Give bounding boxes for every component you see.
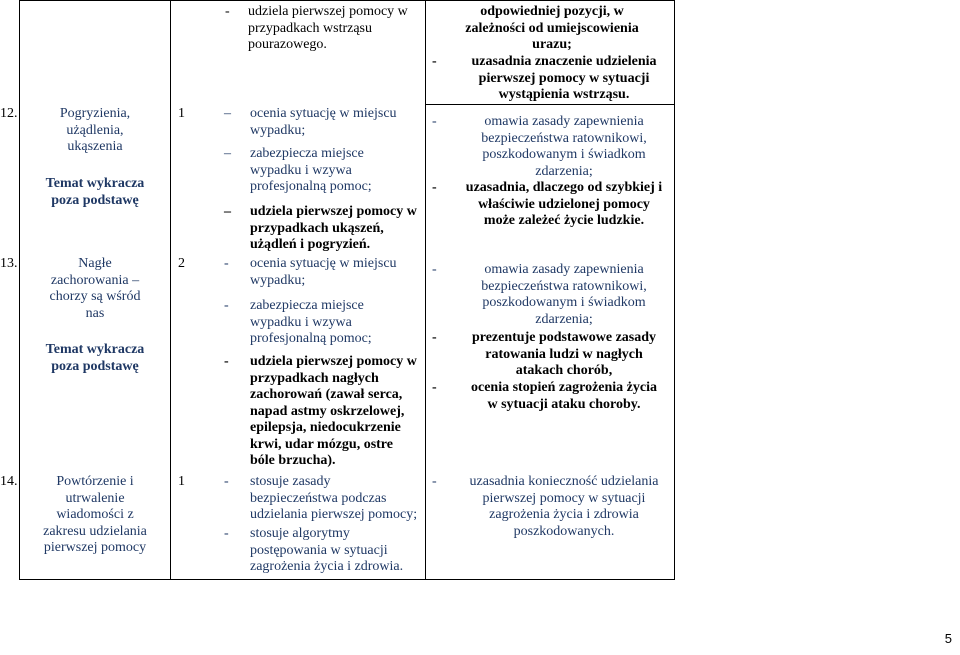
grid-line [19, 0, 20, 580]
page-number: 5 [944, 630, 952, 646]
center-bullet: - zabezpiecza miejsce wypadku i wzywa profesjonalną pomoc; [224, 298, 372, 346]
grid-line [425, 104, 675, 105]
center-bullet: - ocenia sytuację w miejscu wypadku; [224, 256, 397, 288]
grid-line [674, 0, 675, 580]
grid-line [170, 0, 171, 580]
center-bullet: - stosuje algorytmy postępowania w sytuacji zagrożenia życia i zdrowia. [224, 526, 404, 574]
topic-note: Temat wykracza poza podstawę [45, 176, 145, 208]
row-number: 12. [0, 106, 18, 121]
topic-title: Pogryzienia, użądlenia, ukąszenia [59, 106, 131, 154]
center-bullet: – zabezpiecza miejsce wypadku i wzywa profesjonalną pomoc; [224, 146, 372, 194]
center-bullet: - udziela pierwszej pomocy w przypadkach nagłych zachorowań (zawał serca, napad astmy oskrzelowej, epilepsja, niedocukrzenie krwi, udar mózgu, ostre bóle brzucha). [224, 354, 417, 468]
grid-line [19, 0, 675, 1]
right-bullet: - ocenia stopień zagrożenia życia w sytuacji ataku choroby. [432, 380, 657, 412]
center-bullet: – ocenia sytuację w miejscu wypadku; [224, 106, 397, 138]
topic-title: Powtórzenie i utrwalenie wiadomości z zakresu udzielania pierwszej pomocy [43, 474, 147, 555]
row-number: 13. [0, 256, 18, 271]
right-bullet: - uzasadnia, dlaczego od szybkiej i właściwie udzielonej pomocy może zależeć życie ludzkie. [432, 180, 663, 228]
level-number: 1 [178, 106, 185, 121]
right-bullet: - omawia zasady zapewnienia bezpieczeństwa ratownikowi, poszkodowanym i świadkom zdarzenia; [432, 262, 647, 327]
level-number: 2 [178, 256, 185, 271]
grid-line [19, 579, 675, 580]
grid-line [425, 0, 426, 580]
topic-title: Nagłe zachorowania – chorzy są wśród nas [49, 256, 141, 321]
center-bullet: - stosuje zasady bezpieczeństwa podczas udzielania pierwszej pomocy; [224, 474, 418, 522]
right-text-block: odpowiedniej pozycji, w zależności od umiejscowienia urazu; [465, 4, 639, 52]
level-number: 1 [178, 474, 185, 489]
topic-note: Temat wykracza poza podstawę [45, 342, 145, 374]
center-bullet: - udziela pierwszej pomocy w przypadkach wstrząsu pourazowego. [225, 4, 408, 52]
right-bullet: - uzasadnia znaczenie udzielenia pierwszej pomocy w sytuacji wystąpienia wstrząsu. [432, 54, 657, 102]
right-bullet: - omawia zasady zapewnienia bezpieczeństwa ratownikowi, poszkodowanym i świadkom zdarzenia; [432, 114, 647, 179]
row-number: 14. [0, 474, 18, 489]
right-bullet: - prezentuje podstawowe zasady ratowania ludzi w nagłych atakach chorób, [432, 330, 657, 378]
center-bullet: – udziela pierwszej pomocy w przypadkach ukąszeń, użądleń i pogryzień. [224, 204, 417, 252]
right-bullet: - uzasadnia konieczność udzielania pierwszej pomocy w sytuacji zagrożenia życia i zdrowia poszkodowanych. [432, 474, 659, 539]
